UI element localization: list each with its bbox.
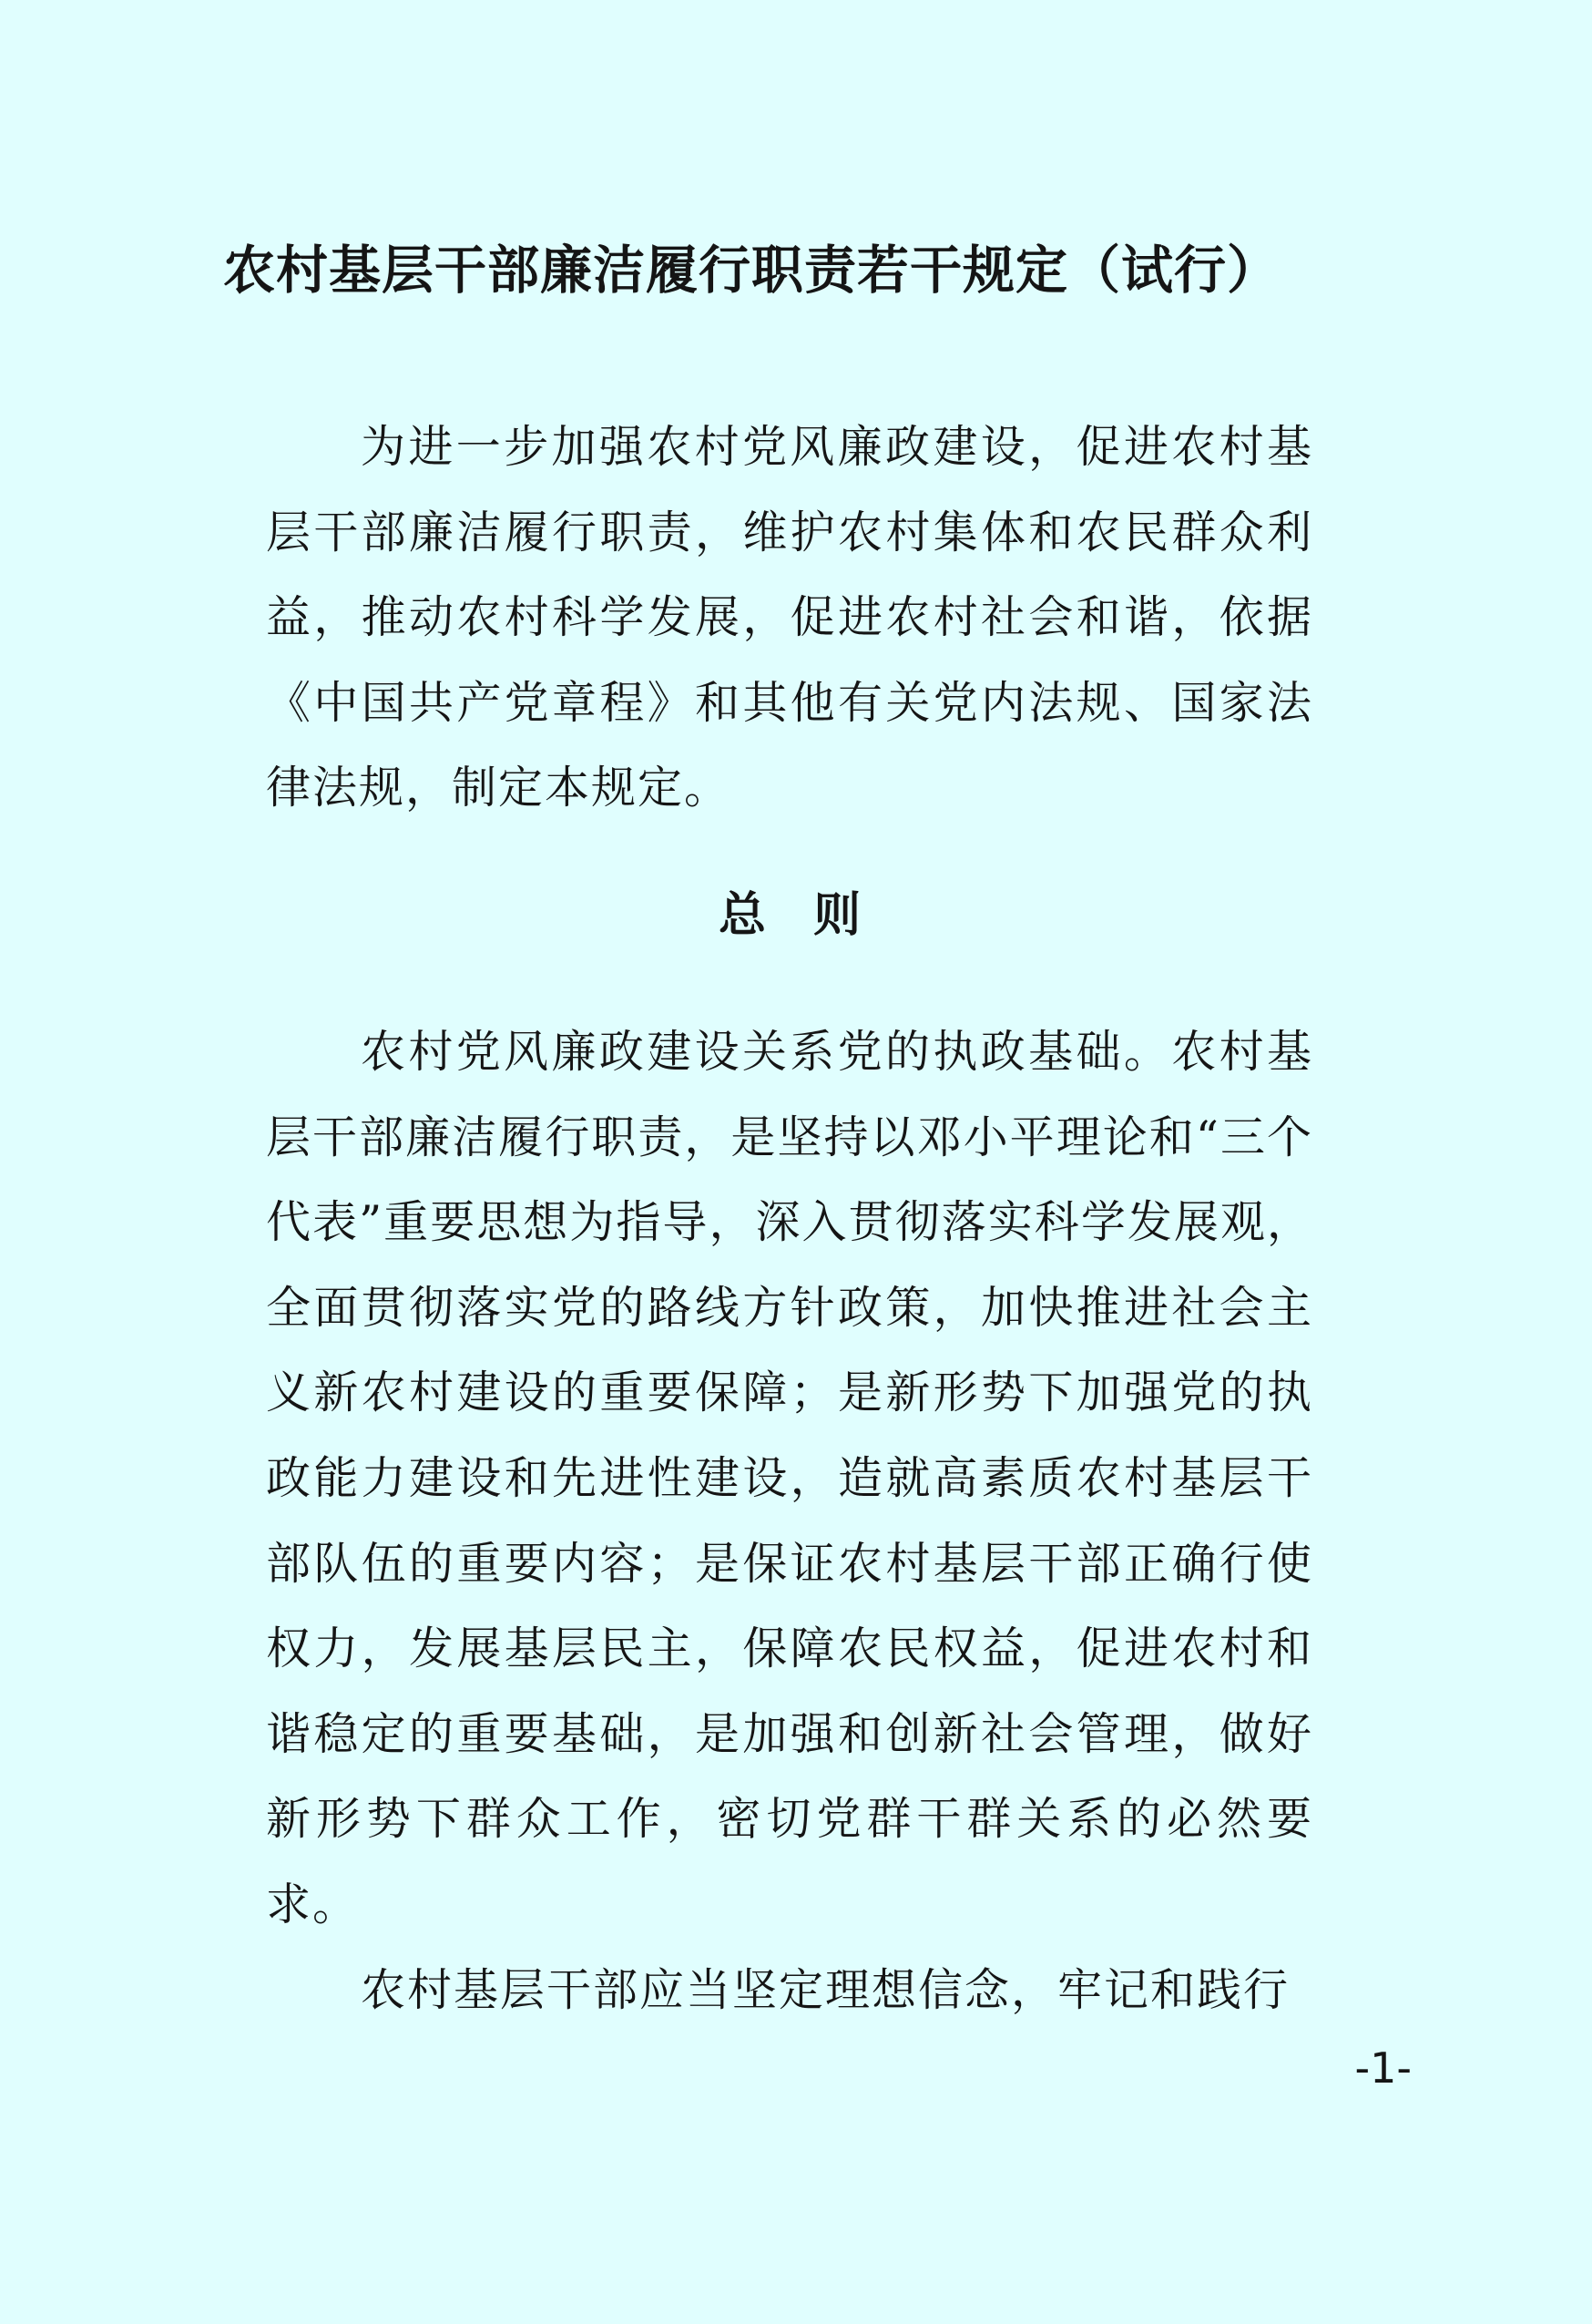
intro-paragraph: 为进一步加强农村党风廉政建设，促进农村基层干部廉洁履行职责，维护农村集体和农民群众利益，推动农村科学发展，促进农村社会和谐，依据《中国共产党章程》和其他有关党内法规、国家法律法规，制定本规定。 [266, 421, 1313, 814]
document-title: 农村基层干部廉洁履行职责若干规定（试行） [223, 240, 1280, 301]
body-paragraph-1: 农村党风廉政建设关系党的执政基础。农村基层干部廉洁履行职责，是坚持以邓小平理论和“三个代表”重要思想为指导，深入贯彻落实科学发展观，全面贯彻落实党的路线方针政策，加快推进社会主义新农村建设的重要保障；是新形势下加强党的执政能力建设和先进性建设，造就高素质农村基层干部队伍的重要内容；是保证农村基层干部正确行使权力，发展基层民主，保障农民权益，促进农村和谐稳定的重要基础，是加强和创新社会管理，做好新形势下群众工作，密切党群干群关系的必然要求。 [266, 1026, 1313, 1930]
body-paragraph-2: 农村基层干部应当坚定理想信念，牢记和践行 [361, 1963, 1291, 2016]
page-number: -1- [1354, 2043, 1412, 2093]
section-heading: 总则 [718, 888, 908, 943]
general-principles-block [266, 1009, 1313, 2032]
intro-block [266, 404, 1313, 831]
